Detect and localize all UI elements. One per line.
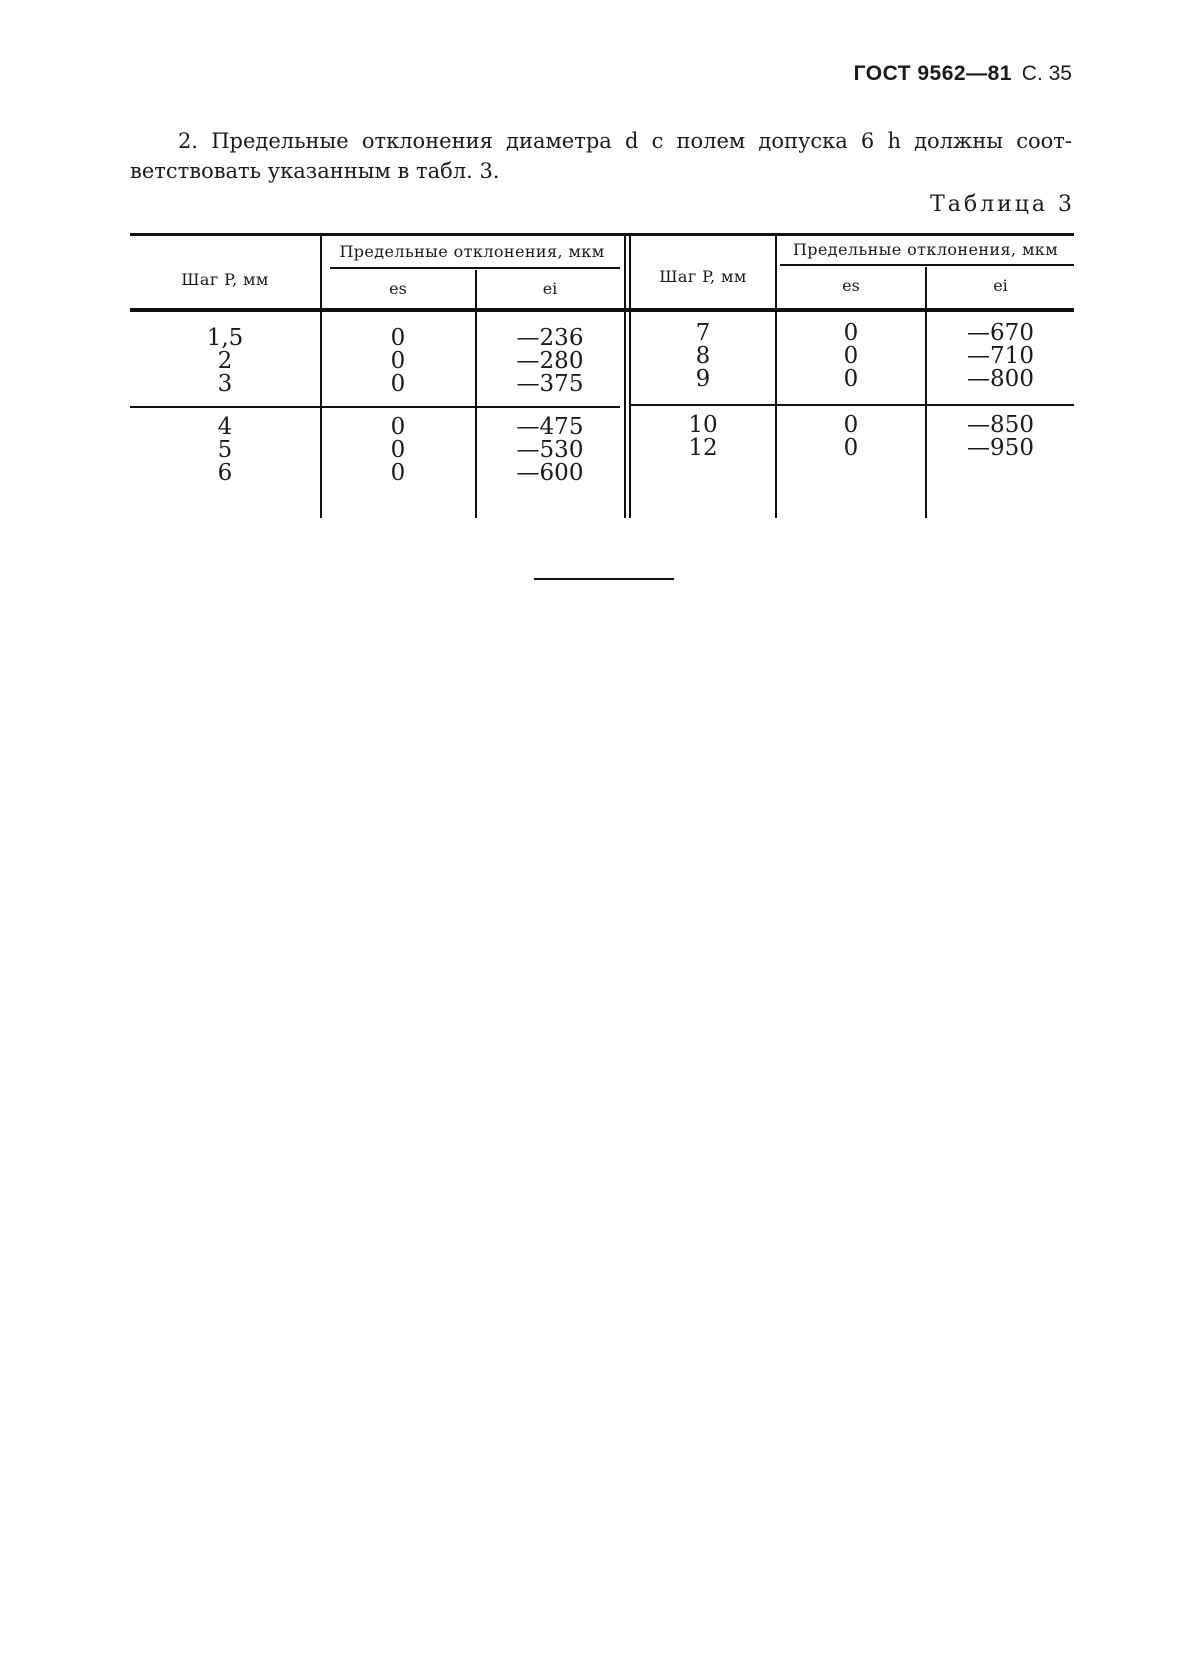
- table-cell-step: 4: [217, 414, 233, 440]
- table-cell-ei: —850: [967, 412, 1034, 438]
- table-cell-step: 1,5: [206, 325, 244, 351]
- header-step-left: Шаг P, мм: [181, 270, 269, 289]
- header-deviations-left: Предельные отклонения, мкм: [339, 242, 605, 261]
- left-deviation-subrule: [330, 267, 620, 269]
- table-cell-es: 0: [843, 320, 859, 346]
- table-cell-ei: —530: [516, 437, 584, 463]
- right-group-rule: [630, 404, 1074, 406]
- table-cell-ei: —236: [516, 325, 584, 351]
- paragraph-line-2: ветствовать указанным в табл. 3.: [130, 159, 500, 183]
- table-cell-es: 0: [843, 366, 859, 392]
- col-rule-double-a: [624, 236, 626, 518]
- table-cell-step: 6: [217, 460, 233, 486]
- end-divider: [534, 578, 674, 580]
- table-cell-ei: —280: [516, 348, 584, 374]
- table-cell-ei: —950: [967, 435, 1034, 461]
- header-deviations-right: Предельные отклонения, мкм: [792, 240, 1059, 259]
- header-ei-left: ei: [542, 279, 558, 298]
- col-rule-5: [925, 267, 927, 518]
- standard-code: ГОСТ 9562—81: [853, 62, 1012, 85]
- table-cell-step: 2: [217, 348, 233, 374]
- table-top-rule: [130, 233, 1074, 236]
- left-group-rule: [130, 406, 620, 408]
- table-cell-es: 0: [390, 414, 406, 440]
- table-cell-step: 5: [217, 437, 233, 463]
- table-cell-ei: —800: [967, 366, 1034, 392]
- table-cell-step: 7: [695, 320, 711, 346]
- table-cell-ei: —600: [516, 460, 584, 486]
- header-bottom-rule: [130, 308, 1074, 312]
- table-cell-es: 0: [390, 371, 406, 397]
- tolerance-table: [130, 230, 1074, 530]
- header-ei-right: ei: [993, 276, 1008, 295]
- right-deviation-subrule: [780, 264, 1074, 266]
- table-cell-es: 0: [843, 435, 859, 461]
- table-cell-es: 0: [390, 437, 406, 463]
- table-cell-step: 10: [688, 412, 718, 438]
- table-cell-es: 0: [390, 460, 406, 486]
- table-cell-es: 0: [390, 325, 406, 351]
- header-es-right: es: [842, 276, 860, 295]
- table-cell-ei: —475: [516, 414, 584, 440]
- body-paragraph: [130, 126, 1072, 186]
- table-cell-ei: —670: [967, 320, 1034, 346]
- table-cell-ei: —375: [516, 371, 584, 397]
- table-cell-ei: —710: [967, 343, 1034, 369]
- header-step-right: Шаг P, мм: [659, 267, 747, 286]
- table-cell-es: 0: [843, 343, 859, 369]
- page-header: [700, 62, 1072, 86]
- table-cell-step: 3: [217, 371, 233, 397]
- paragraph-line-1: 2. Предельные отклонения диаметра d с полем допуска 6 h должны соот-: [178, 129, 1072, 153]
- page-number: С. 35: [1021, 62, 1072, 85]
- table-cell-step: 12: [688, 435, 718, 461]
- header-es-left: es: [389, 279, 407, 298]
- table-caption: Таблица 3: [930, 192, 1075, 217]
- table-cell-step: 8: [695, 343, 711, 369]
- table-cell-es: 0: [843, 412, 859, 438]
- table-cell-step: 9: [695, 366, 711, 392]
- table-cell-es: 0: [390, 348, 406, 374]
